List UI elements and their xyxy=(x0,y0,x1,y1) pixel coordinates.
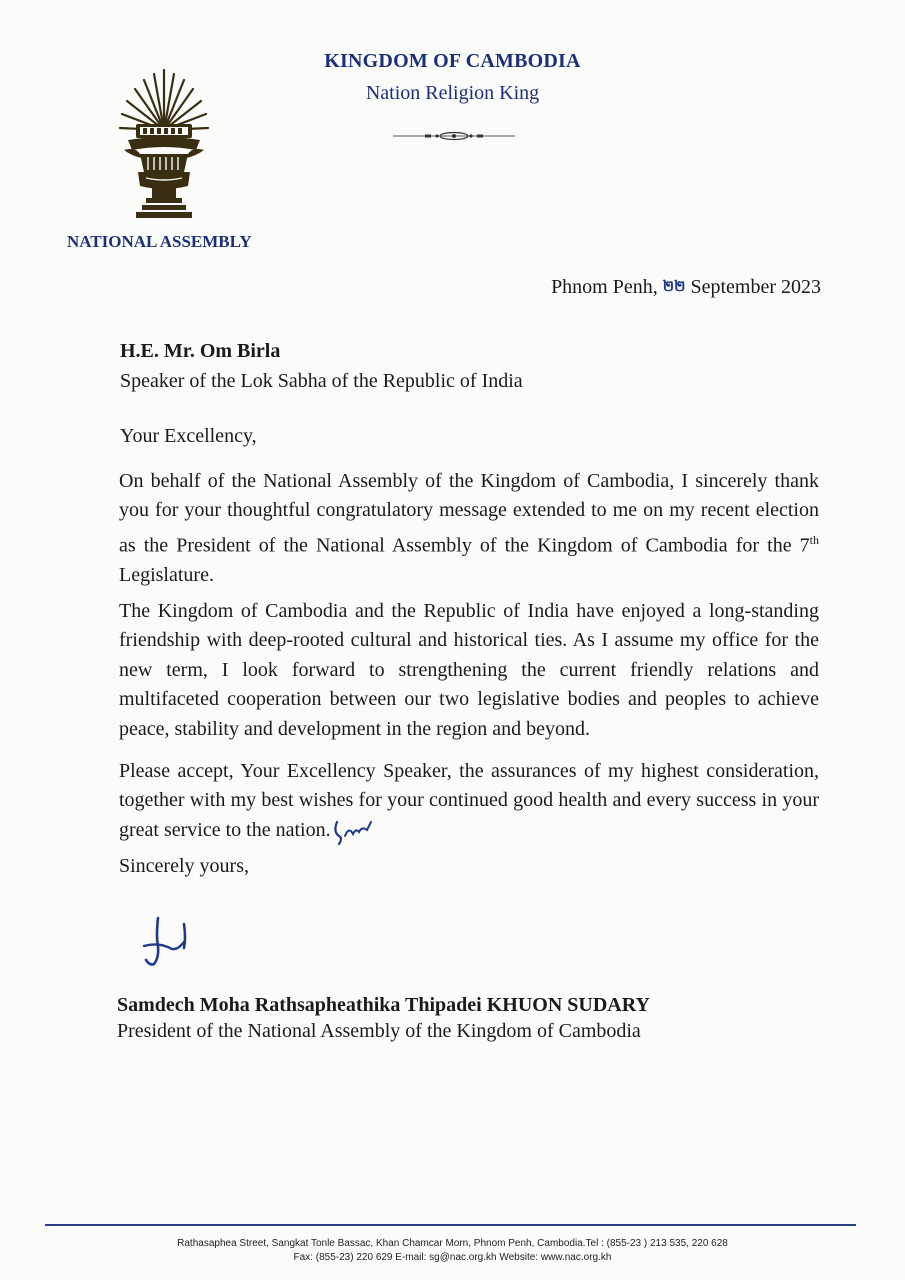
paragraph-2: The Kingdom of Cambodia and the Republic of India have enjoyed a long-standing friendship with deep-rooted cultural and historical ties. As I assume my office for the new term, I look forward to strengthening the current friendly relations and multifaceted cooperation between our two legislative bodies and peoples to achieve peace, stability and development in the region and beyond. xyxy=(119,600,819,740)
footer-contact: Fax: (855-23) 220 629 E-mail: sg@nac.org.kh Website: www.nac.org.kh xyxy=(293,1252,612,1263)
recipient-title: Speaker of the Lok Sabha of the Republic of India xyxy=(120,370,523,392)
date-day-handwritten: ២២ xyxy=(662,277,686,295)
handwritten-initial-icon xyxy=(331,818,375,846)
footer-divider xyxy=(45,1224,856,1226)
footer-address: Rathasaphea Street, Sangkat Tonle Bassac, Khan Chamcar Morn, Phnom Penh, Cambodia.Tel : (855-23 ) 213 535, 220 628 xyxy=(177,1238,728,1249)
paragraph-1: On behalf of the National Assembly of the Kingdom of Cambodia, I sincerely thank you for your thoughtful congratulatory message extended to me on my recent election as the President of the National Assembly of the Kingdom of Cambodia for the 7th Legislature. xyxy=(119,470,819,586)
date-place: Phnom Penh, xyxy=(551,276,658,298)
signatory-title: President of the National Assembly of the Kingdom of Cambodia xyxy=(117,1020,641,1042)
national-motto: Nation Religion King xyxy=(365,82,540,104)
salutation: Your Excellency, xyxy=(120,425,257,447)
recipient-name: H.E. Mr. Om Birla xyxy=(120,340,281,362)
institution-name: NATIONAL ASSEMBLY xyxy=(67,232,252,251)
paragraph-3: Please accept, Your Excellency Speaker, the assurances of my highest consideration, together with my best wishes for your continued good health and every success in your great service to the nation. xyxy=(119,757,819,846)
signature-icon xyxy=(140,912,206,968)
country-heading: KINGDOM OF CAMBODIA xyxy=(324,50,581,72)
date-month-year: September 2023 xyxy=(690,276,821,298)
royal-crest-icon xyxy=(118,68,210,220)
signatory-name: Samdech Moha Rathsapheathika Thipadei KHUON SUDARY xyxy=(117,994,650,1016)
date-line xyxy=(551,276,821,299)
closing: Sincerely yours, xyxy=(119,855,249,877)
divider-ornament-icon xyxy=(393,129,515,143)
